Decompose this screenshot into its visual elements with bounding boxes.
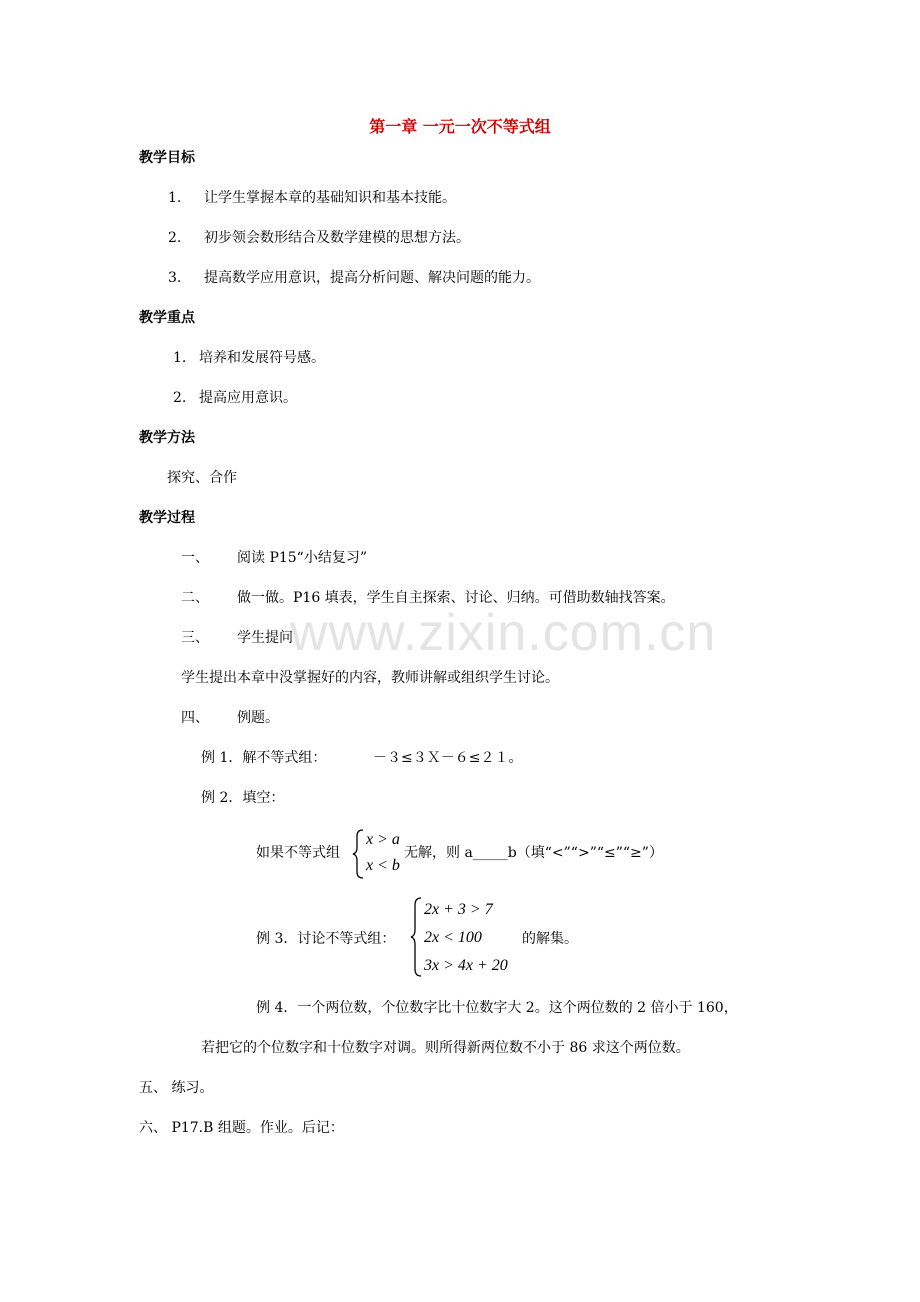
objective-text: 初步领会数形结合及数学建模的思想方法。 (204, 230, 470, 246)
process-step-1 (181, 548, 367, 568)
keypoint-item-1 (173, 348, 325, 368)
example-4-line-2: 若把它的个位数字和十位数字对调。则所得新两位数不小于 86 求这个两位数。 (201, 1040, 690, 1056)
example-2-inequality-1: x > a (366, 831, 400, 848)
step-text: 例题。 (237, 710, 279, 726)
keypoint-text: 提高应用意识。 (199, 390, 297, 406)
objectives-heading: 教学目标 (139, 150, 195, 166)
example-2-suffix: 无解，则 a_____b（填“<”“>”“≤”“≥”） (404, 845, 663, 861)
keypoint-num: 1. (173, 350, 187, 366)
keypoints-heading: 教学重点 (139, 310, 195, 326)
objective-item-3 (168, 268, 540, 288)
objective-item-2 (168, 228, 470, 248)
keypoint-num: 2. (173, 390, 187, 406)
example-3-inequality-3: 3x > 4x + 20 (424, 957, 508, 974)
example-3-inequality-2: 2x < 100 (424, 929, 482, 946)
example-3-inequality-1: 2x + 3 > 7 (424, 901, 493, 918)
step-text: 学生提问 (237, 630, 293, 646)
example-3-label: 例 3．讨论不等式组： (256, 931, 396, 947)
objective-num: 3. (168, 270, 182, 286)
step-num: 四、 (181, 710, 209, 726)
step-num: 一、 (181, 550, 209, 566)
keypoint-text: 培养和发展符号感。 (199, 350, 325, 366)
objective-num: 2. (168, 230, 182, 246)
keypoint-item-2 (173, 388, 297, 408)
step-text: 阅读 P15“小结复习” (237, 550, 367, 566)
process-step-5: 五、 练习。 (139, 1080, 214, 1096)
objective-item-1 (168, 188, 456, 208)
process-heading: 教学过程 (139, 510, 195, 526)
example-2-label: 例 2．填空： (201, 790, 285, 806)
step-text: 做一做。P16 填表，学生自主探索、讨论、归纳。可借助数轴找答案。 (237, 590, 675, 606)
example-1-label: 例 1．解不等式组： (201, 750, 327, 766)
watermark: www.zixin.com.cn (290, 604, 717, 662)
objective-text: 让学生掌握本章的基础知识和基本技能。 (204, 190, 456, 206)
step-num: 三、 (181, 630, 209, 646)
example-1-expression: －３≤３Ｘ－６≤２１。 (373, 750, 523, 766)
method-text: 探究、合作 (167, 470, 237, 486)
example-1 (201, 748, 522, 768)
example-3-suffix: 的解集。 (522, 931, 578, 947)
page-title: 第一章 一元一次不等式组 (369, 117, 551, 136)
objective-text: 提高数学应用意识，提高分析问题、解决问题的能力。 (204, 270, 540, 286)
brace-icon (410, 896, 424, 978)
example-2-inequality-2: x < b (366, 857, 400, 874)
process-step-6: 六、 P17.B 组题。作业。后记： (139, 1120, 344, 1136)
objective-num: 1. (168, 190, 182, 206)
step-num: 二、 (181, 590, 209, 606)
process-step-3 (181, 628, 293, 648)
step-3-detail: 学生提出本章中没掌握好的内容，教师讲解或组织学生讨论。 (181, 670, 559, 686)
method-heading: 教学方法 (139, 430, 195, 446)
process-step-2 (181, 588, 675, 608)
process-step-4 (181, 708, 279, 728)
brace-icon (352, 828, 366, 880)
example-4-line-1: 例 4．一个两位数，个位数字比十位数字大 2。这个两位数的 2 倍小于 160， (256, 1000, 738, 1016)
example-2-prefix: 如果不等式组 (256, 845, 340, 861)
